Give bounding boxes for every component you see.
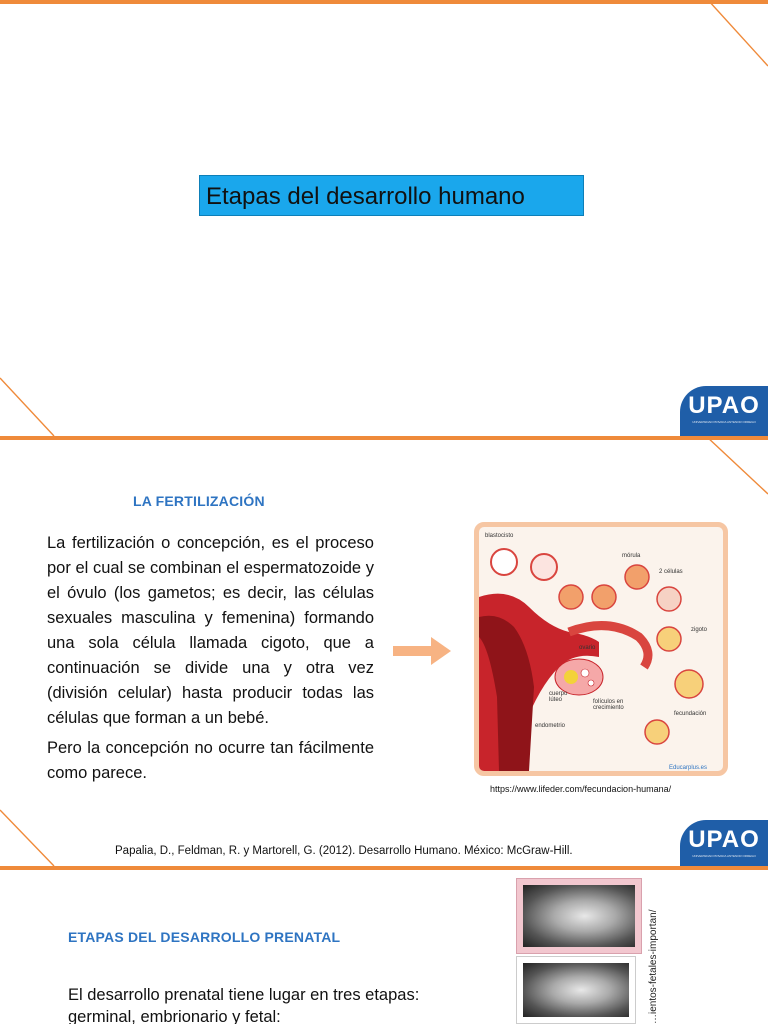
slide-fertilization: [0, 436, 768, 866]
corner-decoration-line: [700, 436, 768, 500]
slide-title-text: Etapas del desarrollo humano: [199, 175, 584, 216]
fertilization-illustration: [474, 522, 728, 776]
vertical-source-url: …ientos-fetales-importan/: [648, 909, 659, 1024]
slide-prenatal: [0, 866, 768, 1024]
label-fertilization: fecundación: [674, 711, 707, 717]
label-zygote: zigoto: [691, 627, 708, 633]
upao-logo: UPAO UNIVERSIDAD PRIVADA ANTENOR ORREGO: [680, 820, 768, 866]
corner-decoration-line: [700, 0, 768, 80]
label-blastocyst: blastocisto: [485, 533, 514, 539]
corner-decoration-line-bottom-left: [0, 372, 60, 436]
slide-title: [0, 0, 768, 436]
reproductive-system-diagram: [479, 527, 723, 771]
upao-logo: UPAO UNIVERSIDAD PRIVADA ANTENOR ORREGO: [680, 386, 768, 436]
label-corpus-luteum: cuerpo lúteo: [549, 691, 568, 703]
prenatal-body-text: [68, 984, 488, 1024]
bibliographic-reference: Papalia, D., Feldman, R. y Martorell, G. (2012). Desarrollo Humano. México: McGraw-Hill.: [115, 845, 573, 857]
fetus-photo: [516, 956, 636, 1024]
label-ovary: ovario: [579, 645, 596, 651]
label-morula: mórula: [622, 553, 641, 559]
embryo-photo: [516, 878, 642, 954]
corner-decoration-line-bottom-left: [0, 806, 60, 866]
section-heading-fertilization: LA FERTILIZACIÓN: [133, 493, 265, 509]
label-two-cells: 2 células: [659, 569, 683, 575]
label-follicles: folículos en crecimiento: [593, 699, 624, 711]
label-endometrium: endometrio: [535, 723, 566, 729]
slide-top-bar: [0, 0, 768, 4]
right-arrow-icon: [393, 637, 451, 665]
fertilization-body-text: [47, 531, 374, 791]
text-line: El desarrollo prenatal tiene lugar en tres etapas:: [68, 986, 420, 1004]
text-line: germinal, embrionario y fetal:: [68, 1008, 281, 1024]
slide-top-bar: [0, 436, 768, 440]
watermark: Educarplus.es: [669, 765, 708, 771]
slide-top-bar: [0, 866, 768, 870]
paragraph: La fertilización o concepción, es el proceso por el cual se combinan el espermatozoide y el óvulo (los gametos; es decir, las células sexuales masculina y femenina) formando una sola célula llamada cigoto, que a continuación se divide una y otra vez (división celular) hasta producir todas las células que forman a un bebé.: [47, 534, 374, 727]
paragraph: Pero la concepción no ocurre tan fácilmente como parece.: [47, 739, 374, 782]
image-source-url: https://www.lifeder.com/fecundacion-humana/: [490, 784, 672, 794]
section-heading-prenatal: ETAPAS DEL DESARROLLO PRENATAL: [68, 929, 341, 945]
